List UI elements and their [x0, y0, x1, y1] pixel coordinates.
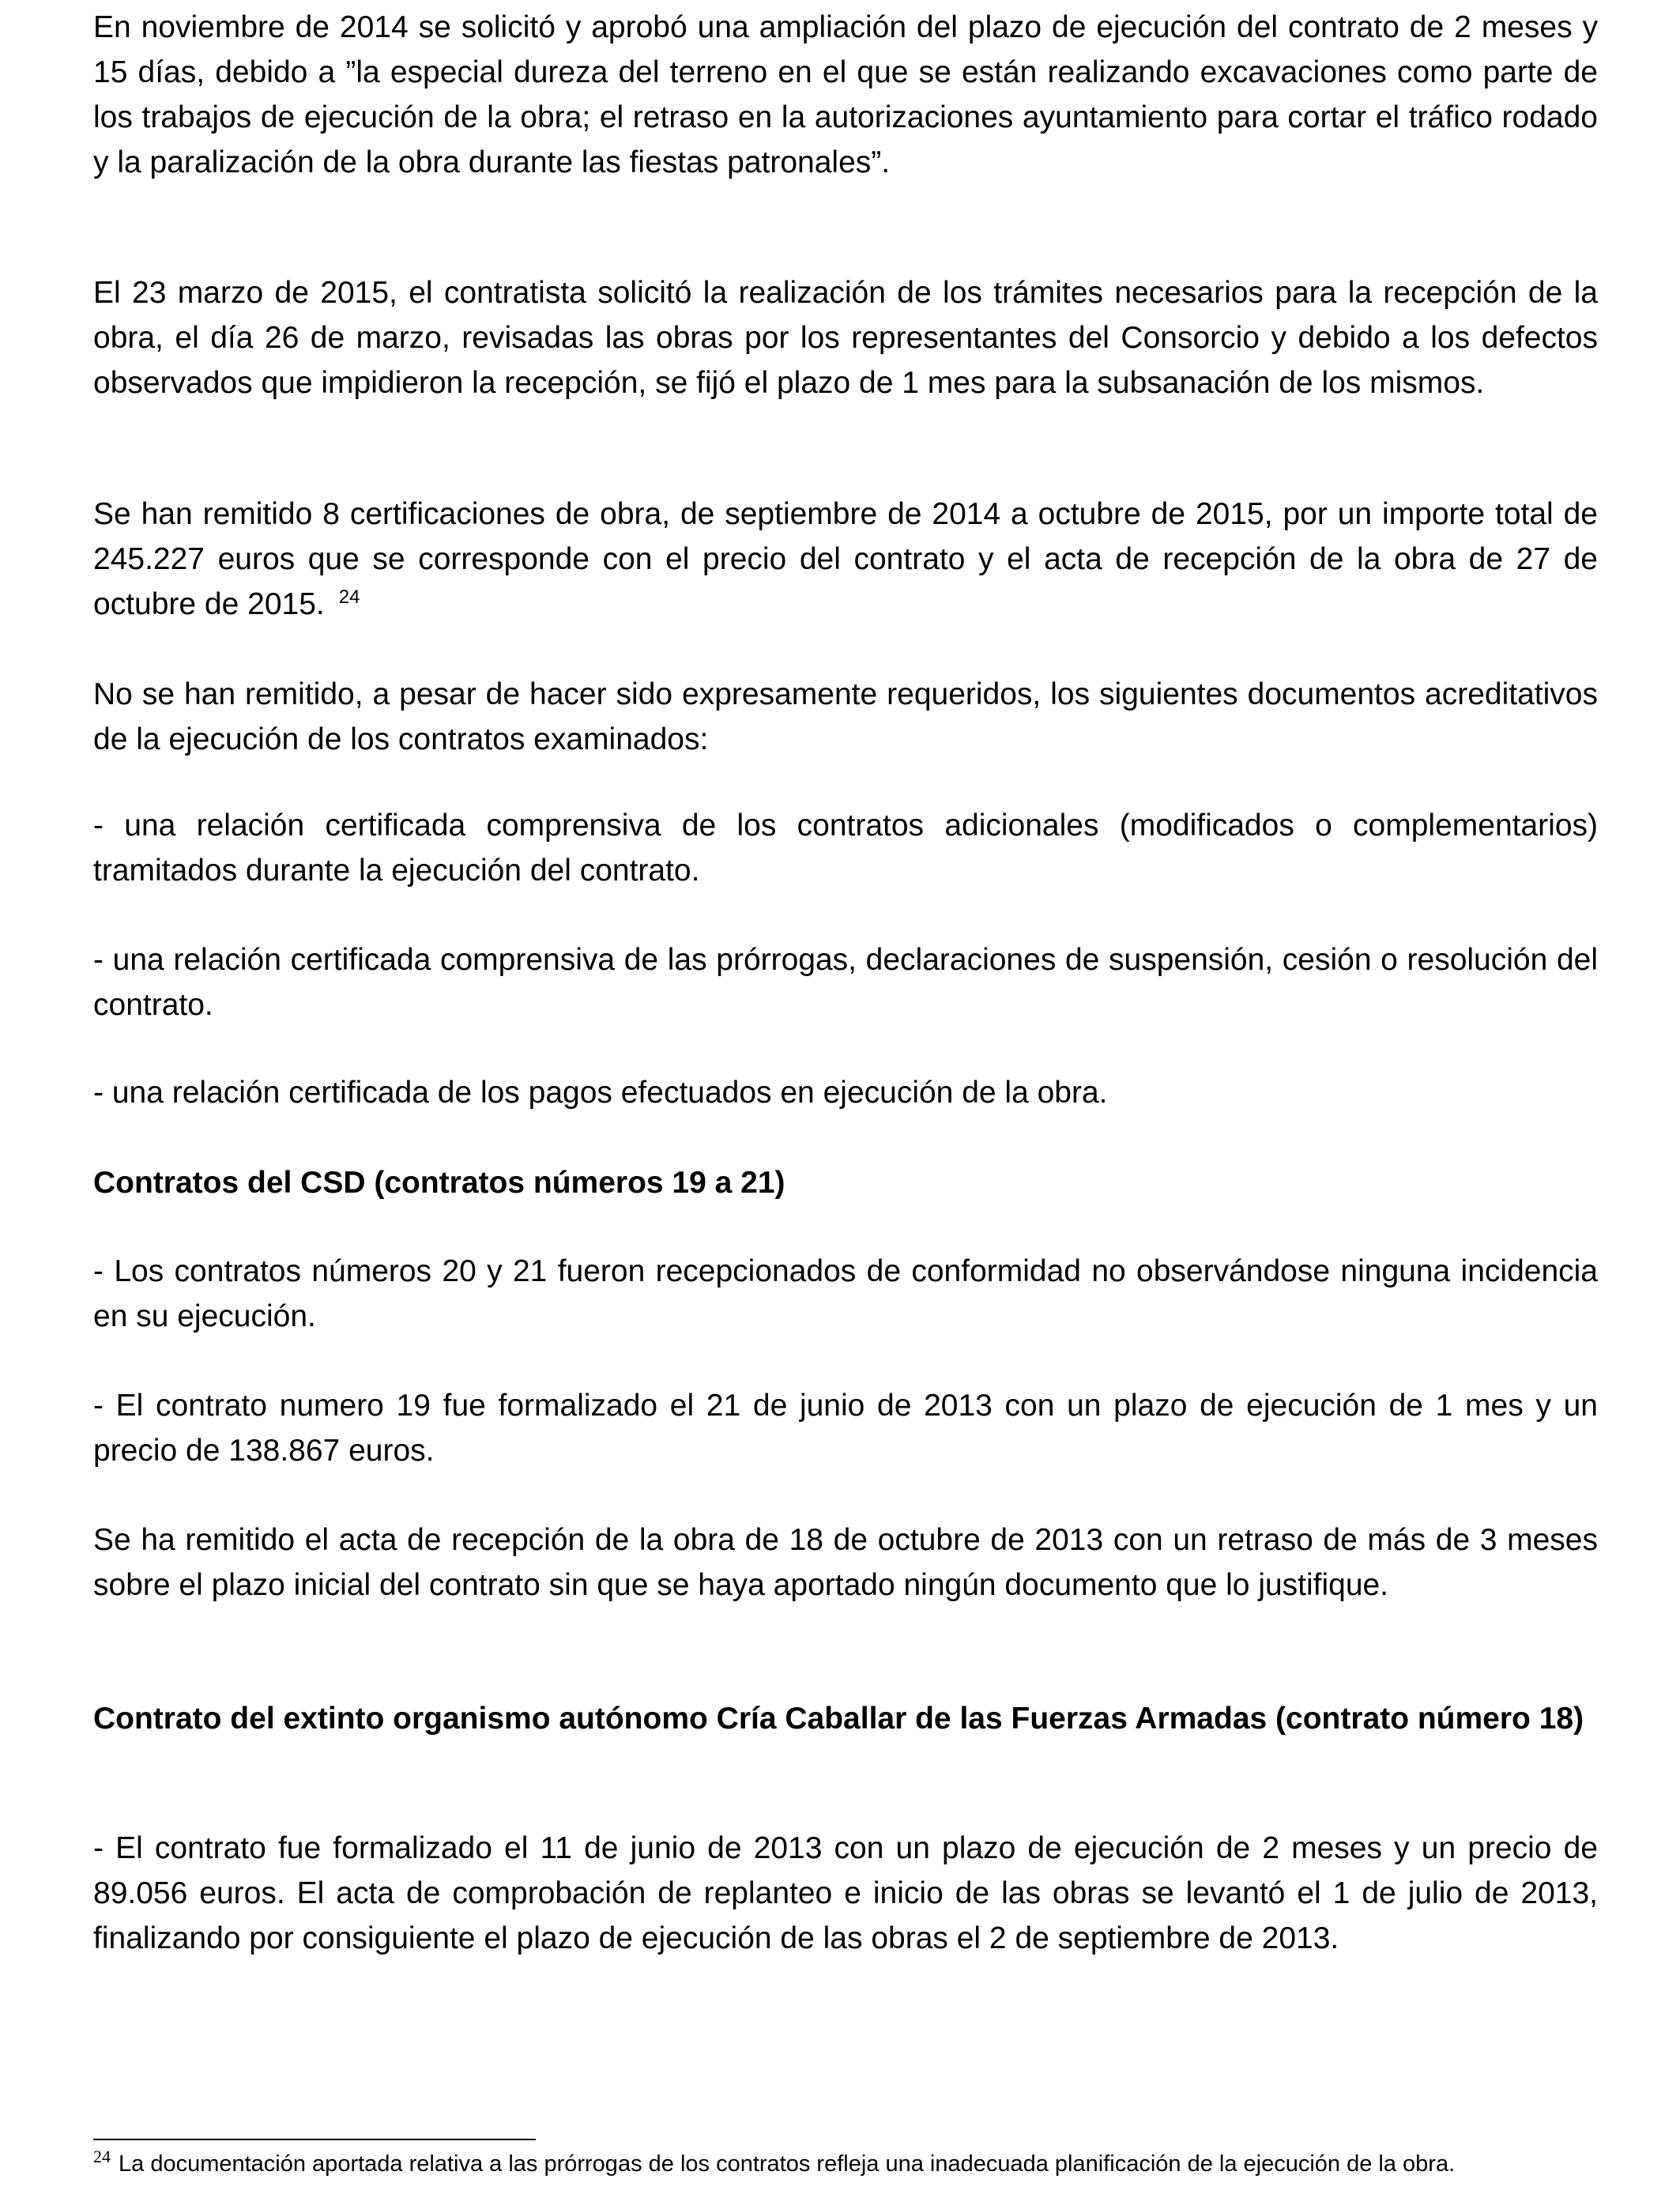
paragraph-plazo-ampliacion: [93, 5, 1598, 185]
paragraph-recepcion-obra: [93, 270, 1598, 405]
paragraph-acta-recepcion-19: [93, 1517, 1598, 1608]
paragraph-text: - Los contratos números 20 y 21 fueron recepcionados de conformidad no observándose ninguna incidencia en su ejecución.: [93, 1254, 1598, 1333]
footnote-number: 24: [93, 2147, 111, 2167]
list-item-prorrogas: [93, 937, 1598, 1027]
paragraph-text: El 23 marzo de 2015, el contratista solicitó la realización de los trámites necesarios para la recepción de la obra, el día 26 de marzo, revisadas las obras por los representantes del Consorcio y debido a los defectos observados que impidieron la recepción, se fijó el plazo de 1 mes para la subsanación de los mismos.: [93, 276, 1598, 400]
paragraph-text: - una relación certificada comprensiva de las prórrogas, declaraciones de suspensión, cesión o resolución del contrato.: [93, 943, 1598, 1022]
paragraph-text: No se han remitido, a pesar de hacer sido expresamente requeridos, los siguientes documentos acreditativos de la ejecución de los contratos examinados:: [93, 677, 1598, 756]
footnote-text: La documentación aportada relativa a las prórrogas de los contratos refleja una inadecuada planificación de la ejecución de la obra.: [119, 2151, 1456, 2177]
paragraph-text: - una relación certificada comprensiva de los contratos adicionales (modificados o complementarios) tramitados durante la ejecución del contrato.: [93, 809, 1598, 888]
list-item-pagos: [93, 1070, 1598, 1115]
paragraph-text: - El contrato numero 19 fue formalizado el 21 de junio de 2013 con un plazo de ejecución de 1 mes y un precio de 138.867 euros.: [93, 1389, 1598, 1468]
paragraph-text: Se ha remitido el acta de recepción de la obra de 18 de octubre de 2013 con un retraso de más de 3 meses sobre el plazo inicial del contrato sin que se haya aportado ningún documento que lo justifique.: [93, 1523, 1598, 1602]
paragraph-text: En noviembre de 2014 se solicitó y aprobó una ampliación del plazo de ejecución del contrato de 2 meses y 15 días, debido a ”la especial dureza del terreno en el que se están realizando excavaciones como parte de los trabajos de ejecución de la obra; el retraso en la autorizaciones ayuntamiento para cortar el tráfico rodado y la paralización de la obra durante las fiestas patronales”.: [93, 10, 1598, 179]
footnote-reference[interactable]: 24: [338, 586, 360, 608]
paragraph-text: - una relación certificada de los pagos efectuados en ejecución de la obra.: [93, 1076, 1108, 1110]
footnote-24: [93, 2148, 1598, 2180]
paragraph-documentos-no-remitidos: [93, 672, 1598, 762]
paragraph-certificaciones: [93, 492, 1598, 627]
heading-text: Contrato del extinto organismo autónomo Cría Caballar de las Fuerzas Armadas (contrato número 18): [93, 1702, 1584, 1736]
paragraph-text: Se han remitido 8 certificaciones de obra, de septiembre de 2014 a octubre de 2015, por un importe total de 245.227 euros que se corresponde con el precio del contrato y el acta de recepción de la obra de 27 de octubre de 2015.: [93, 497, 1598, 621]
list-item-contratos-adicionales: [93, 803, 1598, 893]
paragraph-contrato-18: [93, 1826, 1598, 1961]
paragraph-contrato-19: [93, 1383, 1598, 1473]
paragraph-text: - El contrato fue formalizado el 11 de junio de 2013 con un plazo de ejecución de 2 meses y un precio de 89.056 euros. El acta de comprobación de replanteo e inicio de las obras se levantó el 1 de julio de 2013, finalizando por consiguiente el plazo de ejecución de las obras el 2 de septiembre de 2013.: [93, 1831, 1598, 1955]
heading-text: Contratos del CSD (contratos números 19 a 21): [93, 1166, 785, 1200]
paragraph-contratos-20-21: [93, 1249, 1598, 1339]
footnote-separator: [93, 2139, 536, 2140]
section-heading-cria-caballar: [93, 1696, 1598, 1741]
section-heading-csd: [93, 1160, 1598, 1205]
